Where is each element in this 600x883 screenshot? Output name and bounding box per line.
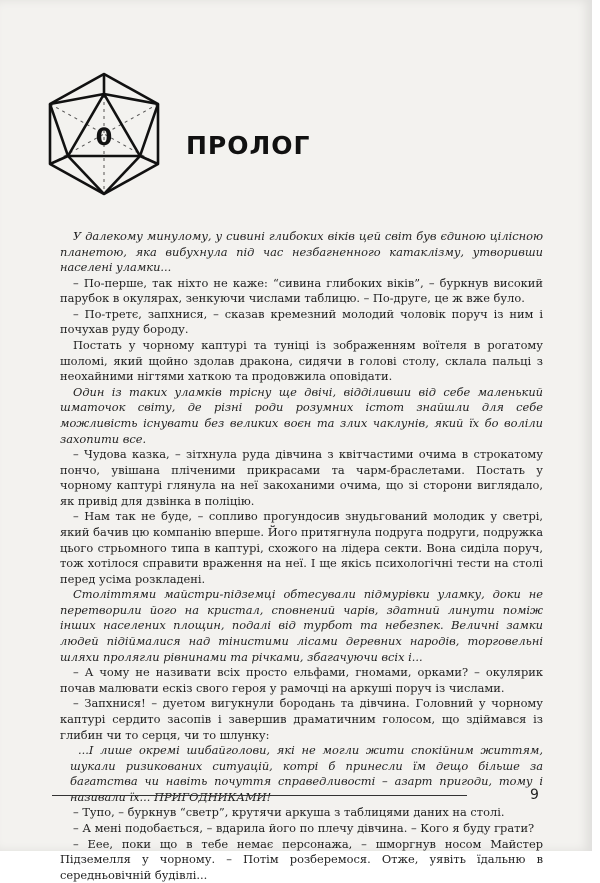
page-edge (592, 0, 600, 851)
paragraph: Постать у чорному каптурі та туніці із зображенням воїтеля в рогатому шоломі, який щойно здолав дракона, сидячи в голові столу, склала пальці з неохайними нігтями хаткою та продовжила оповідати. (60, 338, 543, 384)
icosahedron-d20-icon (40, 70, 168, 198)
paragraph: Один із таких уламків трісну ще двічі, відділивши від себе маленький шматочок світу, де різні роди розумних істот знайшли для себе можливість існувати без великих воєн та злих чаклунів, який їх бо воліли захопити все. (60, 384, 543, 446)
paragraph: У далекому минулому, у сивині глибоких віків цей світ був єдиною цілісною планетою, яка вибухнула під час незбагненного катаклізму, утворивши населені уламки... (60, 229, 543, 275)
chapter-body (60, 229, 543, 883)
paragraph: – По-перше, так ніхто не каже: “сивина глибоких віків”, – буркнув високий парубок в окулярах, зенкуючи числами таблицю. – По-друге, це ж вже було. (60, 275, 543, 306)
chapter-title: ПРОЛОГ (186, 131, 311, 160)
paragraph: – Чудова казка, – зітхнула руда дівчина з квітчастими очима в строкатому пончо, увішана пліченими прикрасами та чарм-браслетами. Постать у чорному каптурі глянула на неї закоханими очима, що зі сторони виглядало, як привід для дзвінка в поліцію. (60, 447, 543, 508)
chapter-number: 0 (95, 123, 113, 151)
paragraph: – По-третє, запхнися, – сказав кремезний молодий чоловік поруч із ним і почухав руду бороду. (60, 306, 543, 337)
footer-divider (52, 795, 467, 796)
paragraph: – Запхнися! – дуетом вигукнули бородань та дівчина. Головний у чорному каптурі сердито засопів і завершив драматичним голосом, що здіймався із глибин чи то серця, чи то шлунку: (60, 696, 543, 742)
paragraph: – Нам так не буде, – сопливо прогундосив знудьгований молодик у светрі, який бачив цю компанію вперше. Його притягнула подруга подруги, подружка цього стрьомного типа в каптурі, схожого на лідера секти. Вона сиділа поруч, тож хотілося справити враження на неї. І ще якісь психологічні тести на столі перед усіма розкладені. (60, 509, 543, 586)
paragraph: – Еее, поки що в тебе немає персонажа, – шморгнув носом Майстер Підземелля у чорному. – Потім розберемося. Отже, уявіть їдальню в середньовічній будівлі... (60, 836, 543, 882)
paragraph: Століттями майстри-підземці обтесували підмурівки уламку, доки не перетворили його на кристал, сповнений чарів, здатний линути поміж інших населених площин, подалі від турбот та небезпек. Величні замки людей підіймалися над тінистими лісами деревних народів, торговельні шляхи пролягли рівнинами та річками, збагачуючи всіх і... (60, 587, 543, 664)
paragraph: – А мені подобається, – вдарила його по плечу дівчина. – Кого я буду грати? (73, 820, 535, 835)
paragraph: – Тупо, – буркнув “светр”, крутячи аркуша з таблицями даних на столі. (73, 805, 505, 820)
paragraph: ...І лише окремі шибайголови, які не могли жити спокійним життям, шукали ризикованих ситуацій, котрі б принесли їм дещо більше за багатства чи навіть почуття справедливості – азарт пригоди, тому і називали їх... ПРИГОДНИКАМИ! (70, 743, 543, 804)
paragraph: – А чому не називати всіх просто ельфами, гномами, орками? – окулярик почав малювати ескіз свого героя у рамочці на аркуші поруч із числами. (60, 665, 543, 695)
page-number: 9 (530, 787, 539, 803)
